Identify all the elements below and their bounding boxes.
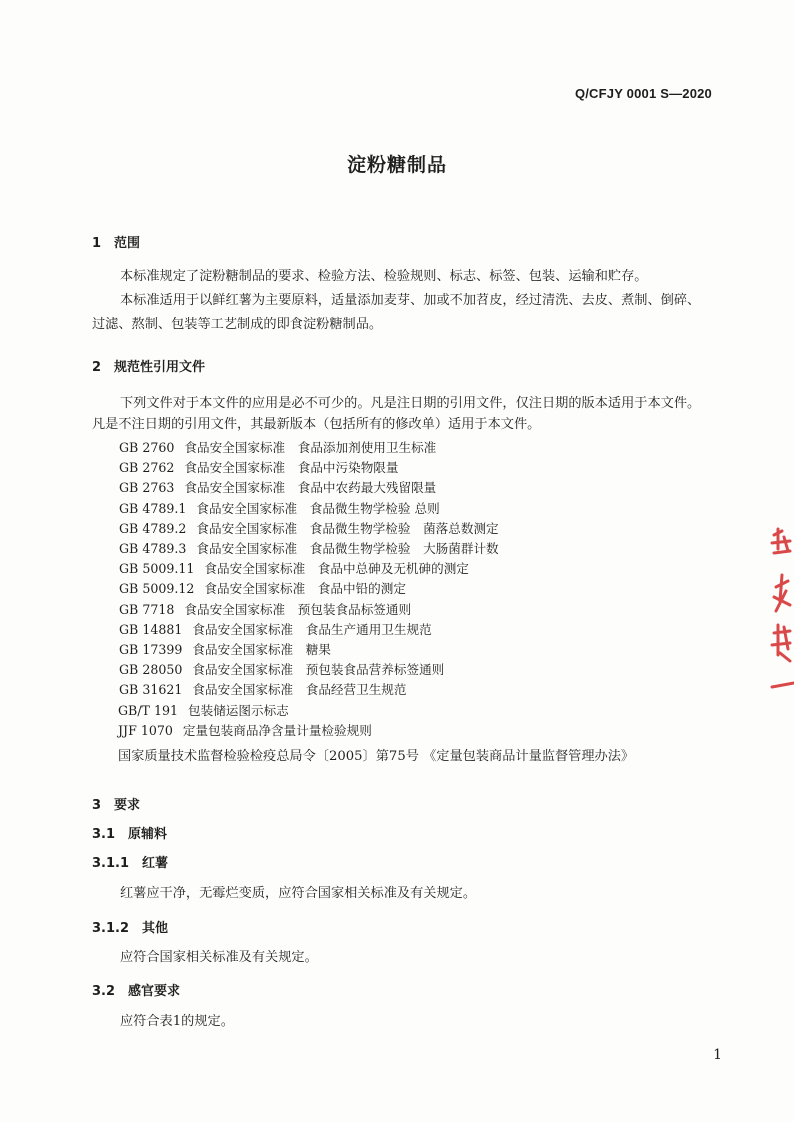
- reference-item: [118, 700, 289, 719]
- reference-code: GB 14881: [119, 621, 183, 637]
- red-seal-stamp: [768, 515, 794, 690]
- reference-item: [119, 619, 432, 638]
- reference-item: [119, 538, 499, 557]
- reference-code: JJF 1070: [118, 722, 173, 738]
- reference-title: 食品安全国家标准 食品经营卫生规范: [192, 682, 407, 698]
- reference-title: 食品安全国家标准 食品微生物学检验 菌落总数测定: [196, 520, 499, 536]
- decree-reference: 国家质量技术监督检验检疫总局令〔2005〕第75号 《定量包装商品计量监督管理办法》: [118, 749, 635, 764]
- reference-item: [119, 639, 331, 658]
- section-2-intro-a: 下列文件对于本文件的应用是必不可少的。凡是注日期的引用文件，仅注日期的版本适用于本文件。: [120, 396, 701, 411]
- section-3-2-text: 应符合表1的规定。: [120, 1014, 234, 1029]
- reference-title: 包装储运图示标志: [188, 702, 289, 718]
- reference-title: 食品安全国家标准 食品中铅的测定: [204, 581, 406, 597]
- section-2-heading: 2 规范性引用文件: [92, 360, 206, 375]
- reference-code: GB 2760: [119, 440, 175, 455]
- reference-item: [119, 659, 444, 678]
- reference-title: 食品安全国家标准 食品生产通用卫生规范: [192, 621, 432, 637]
- reference-item: [119, 477, 436, 496]
- reference-item: [119, 498, 440, 517]
- section-1-para-1: 本标准规定了淀粉糖制品的要求、检验方法、检验规则、标志、标签、包装、运输和贮存。: [120, 269, 648, 284]
- reference-code: GB 28050: [119, 662, 183, 678]
- reference-title: 食品安全国家标准 预包装食品营养标签通则: [192, 662, 445, 678]
- section-3-1-2-text: 应符合国家相关标准及有关规定。: [120, 950, 318, 965]
- reference-title: 食品安全国家标准 食品微生物学检验 大肠菌群计数: [196, 541, 499, 556]
- reference-title: 食品安全国家标准 食品中污染物限量: [184, 460, 399, 476]
- reference-code: GB 4789.2: [119, 520, 187, 536]
- reference-title: 食品安全国家标准 糖果: [192, 642, 331, 657]
- reference-code: GB 5009.12: [119, 581, 195, 597]
- reference-item: [119, 679, 406, 698]
- reference-item: [118, 720, 372, 739]
- reference-code: GB 7718: [119, 601, 175, 617]
- page-number: 1: [713, 1047, 722, 1063]
- section-3-1-1-heading: 3.1.1 红薯: [92, 856, 169, 871]
- reference-title: 食品安全国家标准 预包装食品标签通则: [184, 601, 412, 617]
- reference-title: 食品安全国家标准 食品微生物学检验 总则: [196, 500, 440, 516]
- reference-code: GB 2763: [119, 480, 175, 496]
- reference-code: GB 2762: [119, 460, 175, 476]
- reference-code: GB 31621: [119, 682, 183, 698]
- document-title: 淀粉糖制品: [346, 154, 447, 176]
- section-3-1-1-text: 红薯应干净，无霉烂变质，应符合国家相关标准及有关规定。: [120, 886, 477, 901]
- reference-item: [119, 558, 469, 577]
- section-3-1-2-heading: 3.1.2 其他: [92, 921, 169, 936]
- section-3-1-heading: 3.1 原辅料: [92, 827, 168, 842]
- reference-code: GB 4789.3: [119, 541, 187, 556]
- reference-title: 定量包装商品净含量计量检验规则: [182, 722, 372, 738]
- reference-title: 食品安全国家标准 食品添加剂使用卫生标准: [184, 440, 437, 455]
- section-1-para-2b: 过滤、熬制、包装等工艺制成的即食淀粉糖制品。: [92, 317, 383, 332]
- reference-item: [119, 518, 499, 537]
- section-3-heading: 3 要求: [92, 798, 141, 813]
- reference-code: GB 4789.1: [119, 500, 187, 516]
- reference-item: [119, 437, 436, 456]
- reference-item: [119, 578, 406, 597]
- section-1-heading: 1 范围: [92, 236, 141, 251]
- reference-title: 食品安全国家标准 食品中总砷及无机砷的测定: [204, 561, 469, 577]
- reference-title: 食品安全国家标准 食品中农药最大残留限量: [184, 480, 437, 496]
- reference-item: [119, 599, 411, 618]
- section-1-para-2a: 本标准适用于以鲜红薯为主要原料，适量添加麦芽、加或不加苕皮，经过清洗、去皮、煮制、倒碎、: [120, 293, 701, 308]
- section-3-2-heading: 3.2 感官要求: [92, 984, 181, 999]
- reference-code: GB 17399: [119, 642, 183, 657]
- reference-code: GB/T 191: [118, 702, 178, 718]
- standard-code: Q/CFJY 0001 S—2020: [574, 86, 712, 101]
- reference-code: GB 5009.11: [119, 561, 195, 577]
- reference-item: [119, 457, 398, 476]
- section-2-intro-b: 凡是不注日期的引用文件，其最新版本（包括所有的修改单）适用于本文件。: [92, 417, 541, 432]
